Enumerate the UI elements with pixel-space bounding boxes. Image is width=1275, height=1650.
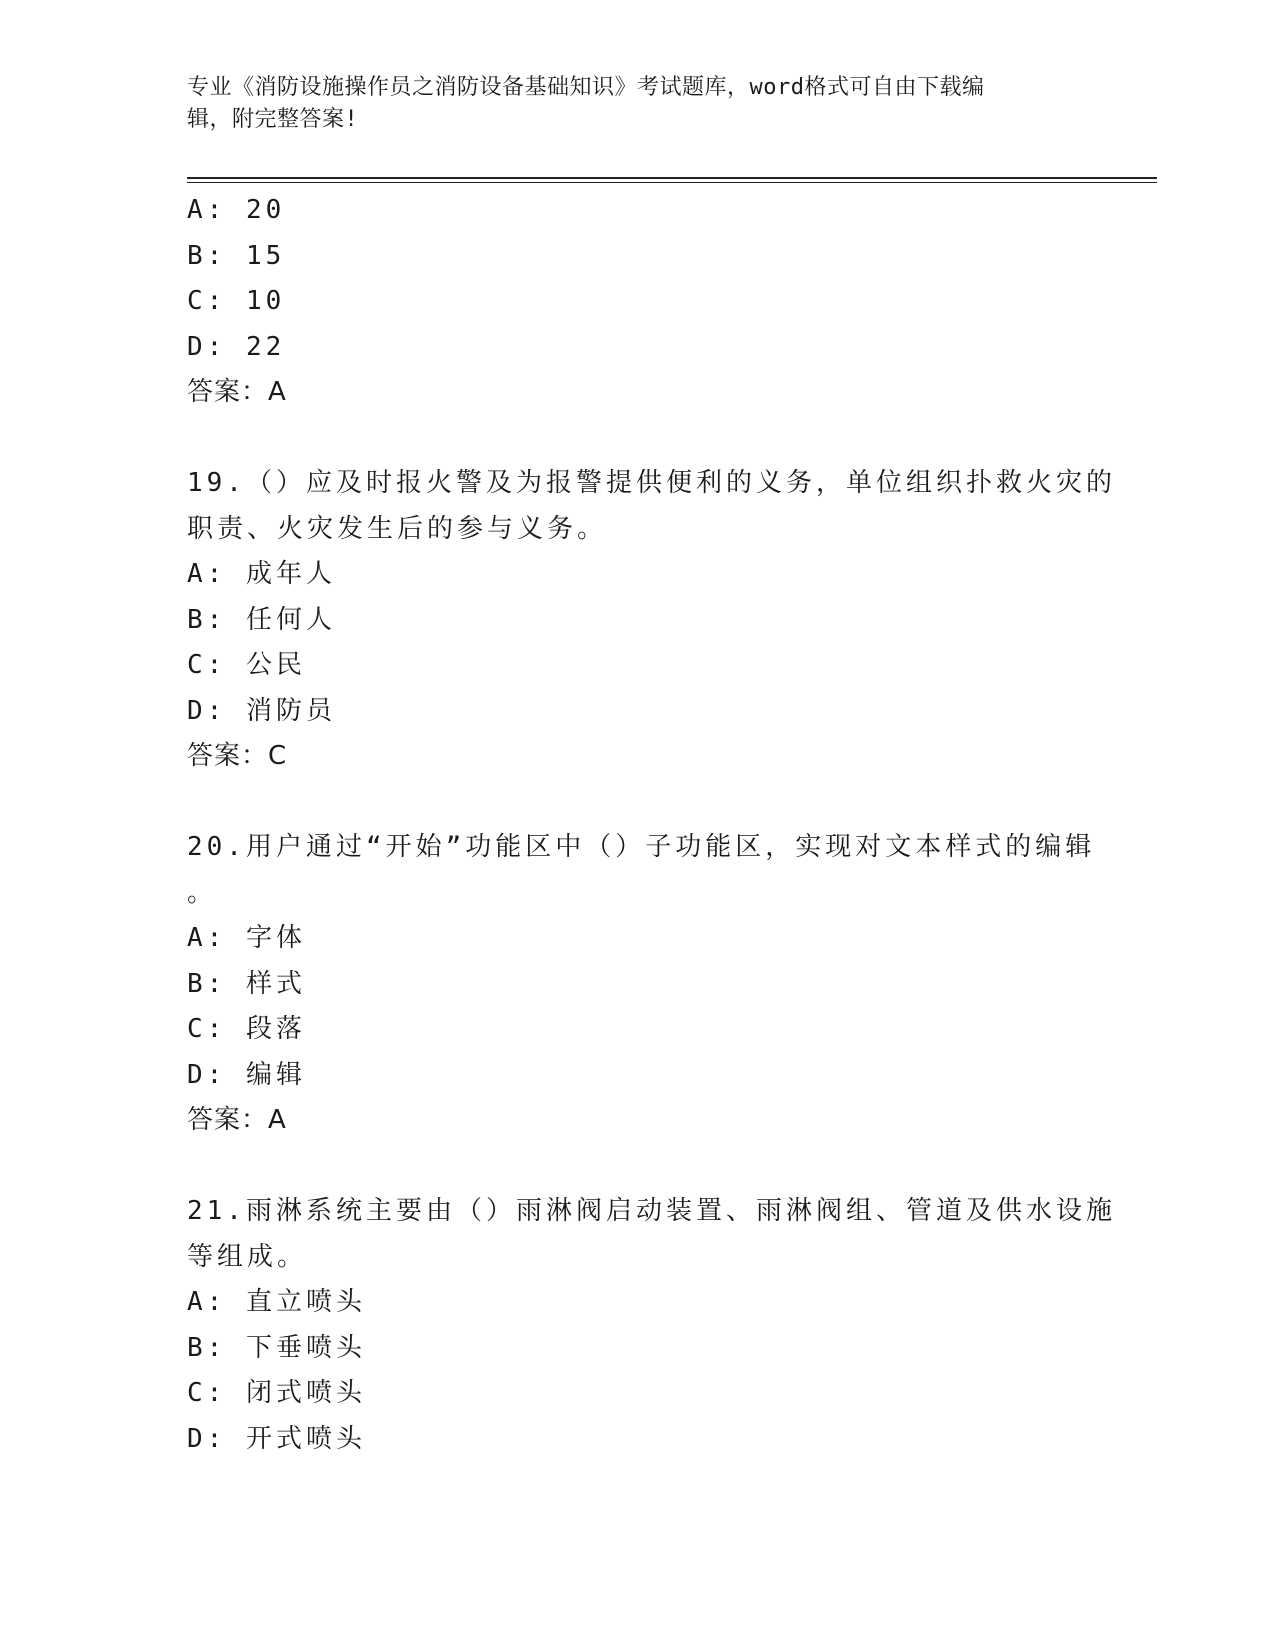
answer: 答案：A — [187, 1105, 287, 1135]
option-b: B: 下垂喷头 — [187, 1332, 366, 1363]
option-d: D: 22 — [187, 331, 286, 362]
answer: 答案：A — [187, 377, 287, 407]
option-b: B: 样式 — [187, 968, 306, 999]
option-d: D: 开式喷头 — [187, 1423, 366, 1454]
option-c: C: 公民 — [187, 650, 306, 680]
option-c: C: 闭式喷头 — [187, 1378, 366, 1408]
header-divider-thin — [187, 182, 1157, 183]
option-a: A: 直立喷头 — [187, 1287, 366, 1317]
option-d: D: 消防员 — [187, 695, 336, 726]
header-line-1: 专业《消防设施操作员之消防设备基础知识》考试题库，word格式可自由下载编 — [187, 75, 985, 100]
question-text-line-1: 21.雨淋系统主要由（）雨淋阀启动装置、雨淋阀组、管道及供水设施 — [187, 1196, 1116, 1226]
question-20 — [187, 825, 1096, 1144]
question-21 — [187, 1189, 1116, 1462]
option-a: A: 成年人 — [187, 559, 336, 589]
header-divider-thick — [187, 177, 1157, 179]
question-text-line-2: 职责、火灾发生后的参与义务。 — [187, 513, 608, 544]
option-a: A: 20 — [187, 195, 286, 225]
question-list — [187, 188, 1116, 1462]
spacer — [187, 780, 1087, 826]
option-a: A: 字体 — [187, 923, 306, 953]
spacer — [187, 1144, 1087, 1190]
header-line-2: 辑，附完整答案! — [187, 107, 359, 132]
question-text-line-1: 20.用户通过“开始”功能区中（）子功能区，实现对文本样式的编辑 — [187, 832, 1096, 862]
question-19 — [187, 461, 1116, 780]
question-text-line-2: 等组成。 — [187, 1241, 308, 1272]
option-c: C: 10 — [187, 286, 286, 316]
spacer — [187, 416, 1087, 462]
question-text-line-1: 19.（）应及时报火警及为报警提供便利的义务，单位组织扑救火灾的 — [187, 468, 1116, 498]
question-text-line-2: 。 — [187, 877, 218, 908]
document-header — [187, 72, 1067, 136]
option-b: B: 任何人 — [187, 604, 336, 635]
answer: 答案：C — [187, 741, 288, 771]
option-d: D: 编辑 — [187, 1059, 306, 1090]
option-b: B: 15 — [187, 240, 286, 271]
question-18 — [187, 188, 1087, 416]
option-c: C: 段落 — [187, 1014, 306, 1044]
